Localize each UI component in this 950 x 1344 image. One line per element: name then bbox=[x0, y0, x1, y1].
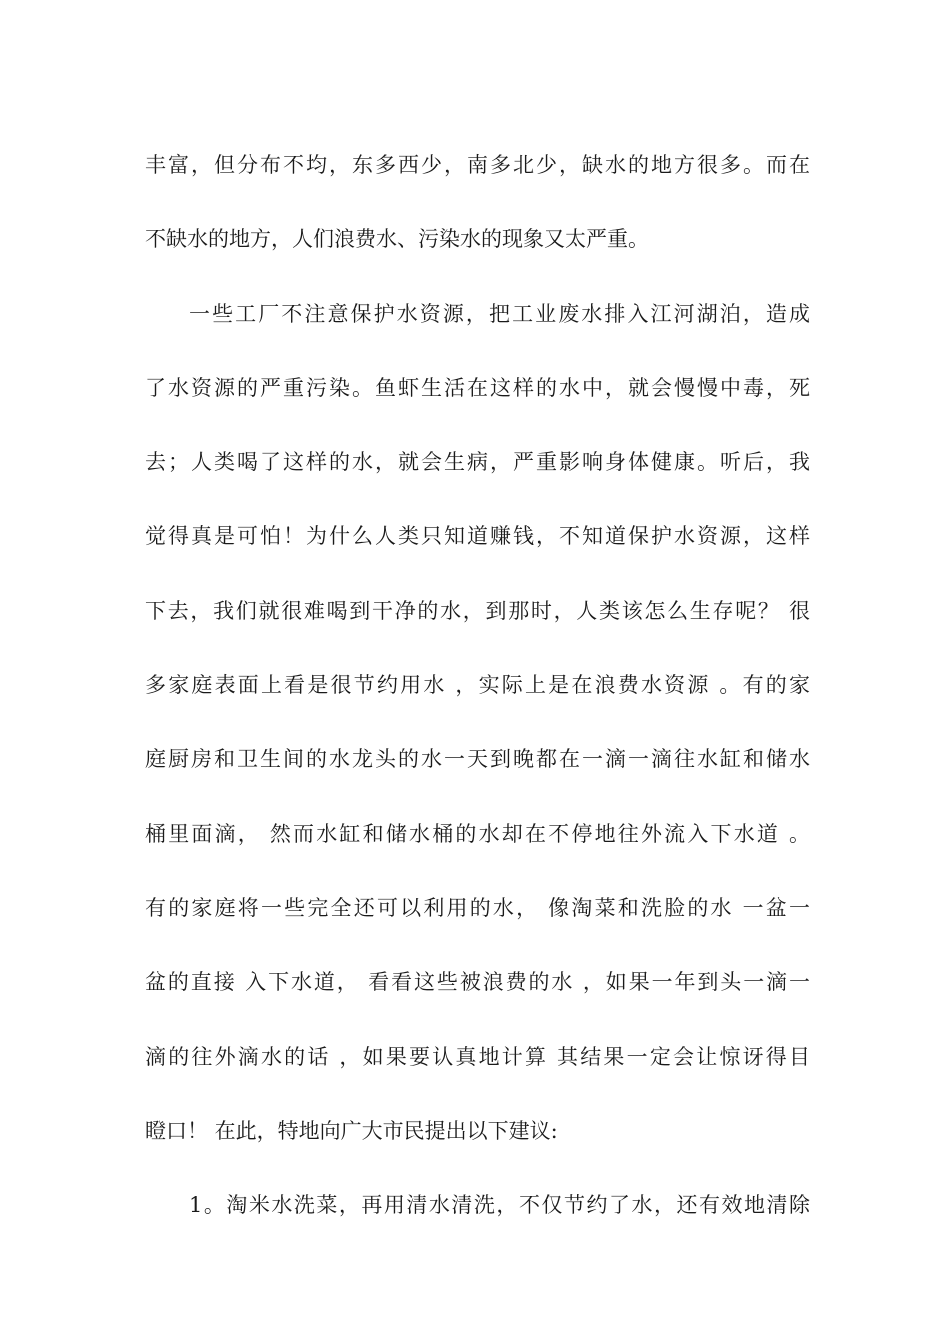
text-line: 滴的往外滴水的话 ，如果要认真地计算 其结果一定会让惊讶得目 bbox=[145, 1044, 810, 1069]
text-line: 下去，我们就很难喝到干净的水，到那时，人类该怎么生存呢？ 很 bbox=[145, 598, 810, 623]
text-line: 1。淘米水洗菜，再用清水清洗，不仅节约了水，还有效地清除 bbox=[189, 1193, 810, 1218]
text-line: 觉得真是可怕！为什么人类只知道赚钱，不知道保护水资源，这样 bbox=[145, 524, 810, 549]
text-line: 有的家庭将一些完全还可以利用的水， 像淘菜和洗脸的水 一盆一 bbox=[145, 895, 810, 920]
text-line: 不缺水的地方，人们浪费水、污染水的现象又太严重。 bbox=[145, 227, 649, 252]
text-line: 去；人类喝了这样的水，就会生病，严重影响身体健康。听后，我 bbox=[145, 450, 810, 475]
text-line: 桶里面滴， 然而水缸和储水桶的水却在不停地往外流入下水道 。 bbox=[145, 821, 810, 846]
text-line: 了水资源的严重污染。鱼虾生活在这样的水中，就会慢慢中毒，死 bbox=[145, 375, 810, 400]
text-line: 一些工厂不注意保护水资源，把工业废水排入江河湖泊，造成 bbox=[189, 301, 810, 326]
text-line: 庭厨房和卫生间的水龙头的水一天到晚都在一滴一滴往水缸和储水 bbox=[145, 747, 810, 772]
text-line: 多家庭表面上看是很节约用水 ，实际上是在浪费水资源 。有的家 bbox=[145, 673, 810, 698]
body-text bbox=[145, 128, 810, 1242]
text-line: 瞪口！ 在此，特地向广大市民提出以下建议: bbox=[145, 1118, 558, 1143]
text-line: 丰富，但分布不均，东多西少，南多北少，缺水的地方很多。而在 bbox=[145, 153, 810, 177]
text-line: 盆的直接 入下水道， 看看这些被浪费的水 ，如果一年到头一滴一 bbox=[145, 970, 810, 995]
